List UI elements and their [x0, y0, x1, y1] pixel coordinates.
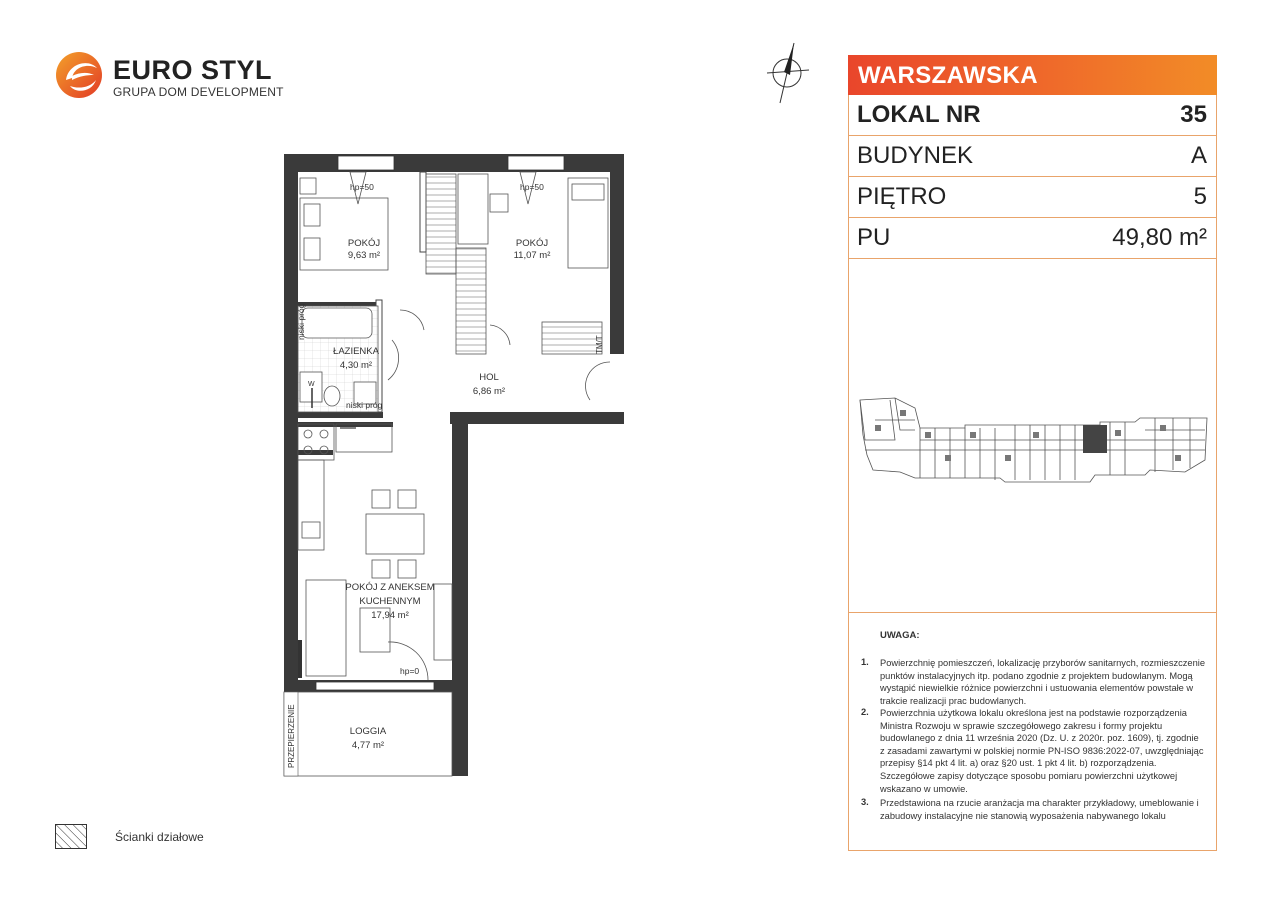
room-name: LOGGIA: [349, 726, 387, 737]
w-label: W: [308, 381, 315, 388]
room-name: POKÓJ: [515, 238, 549, 249]
legend-label: Ścianki działowe: [115, 830, 204, 844]
row-pietro-label: PIĘTRO: [857, 183, 947, 210]
floor-plan: [280, 150, 640, 780]
notes-title: UWAGA:: [880, 630, 920, 641]
note-text: Powierzchnia użytkowa lokalu określona jest na podstawie rozporządzenia Ministra Rozwoju w sprawie szczegółowego zakresu i formy projektu budowlanego z dnia 11 września 2020 (Dz. U. z 2020r. poz. 1609), tj. zgodnie z zasadami zawartymi w polskiej normie PN-ISO 9836:2022-07, uwzględniając przepisy §14 pkt 4 lit. a) oraz §20 ust. 1 pkt 4 lit. b) rozporządzenia. Szczegółowe zapisy dotyczące sposobu pomiaru powierzchni użytkowej wskazano w umowie.: [880, 708, 1204, 794]
threshold-label: niski próg: [296, 303, 306, 340]
row-budynek: [848, 136, 1217, 177]
room-name: ŁAZIENKA: [333, 346, 379, 357]
doors: [388, 310, 610, 680]
logo-mark-icon: [54, 50, 106, 102]
investment-name: WARSZAWSKA: [858, 62, 1038, 89]
room-area: 11,07 m²: [513, 250, 551, 261]
row-pu-label: PU: [857, 224, 891, 251]
room-name-line2: KUCHENNYM: [359, 596, 421, 607]
threshold-label: niski próg: [346, 400, 383, 410]
room-area: 17,94 m²: [371, 610, 409, 621]
hp-label: hp=50: [520, 182, 544, 192]
przepierzenie-label: PRZEPIERZENIE: [287, 704, 296, 768]
note-text: Powierzchnię pomieszczeń, lokalizację przyborów sanitarnych, rozmieszczenie punktów instalacyjnych itp. podano zgodnie z projektem budowlanym. Mogą wystąpić niewielkie różnice powierzchni i ustuowania elementów powstałe w trakcie realizacji prac budowlanych.: [880, 658, 1206, 706]
building-location-map: [855, 380, 1210, 490]
room-area: 4,77 m²: [351, 740, 385, 751]
note-number: 2.: [861, 707, 869, 717]
row-lokal-value: 35: [1180, 101, 1207, 128]
radiator: [298, 640, 302, 678]
north-arrow-icon: [757, 40, 819, 106]
row-budynek-label: BUDYNEK: [857, 142, 974, 169]
row-budynek-value: A: [1190, 142, 1207, 169]
brand-subtitle: GRUPA DOM DEVELOPMENT: [113, 85, 284, 99]
highlighted-unit: [1083, 425, 1107, 453]
note-text: Przedstawiona na rzucie aranżacja ma charakter przykładowy, umeblowanie i zabudowy instalacyjne nie stanowią wyposażenia nabywanego lokalu: [880, 798, 1199, 821]
stair-cores: [875, 410, 1181, 461]
room-name: POKÓJ Z ANEKSEM: [345, 582, 435, 593]
kitchen: [298, 424, 392, 550]
room-area: 9,63 m²: [347, 250, 381, 261]
note-number: 3.: [861, 797, 869, 807]
row-pietro: [848, 177, 1217, 218]
room-area: 4,30 m²: [339, 360, 373, 371]
room-name: POKÓJ: [347, 238, 381, 249]
note-number: 1.: [861, 657, 869, 667]
hp-label: hp=50: [350, 182, 374, 192]
row-lokal-label: LOKAL NR: [857, 101, 981, 128]
room-name: HOL: [479, 372, 499, 383]
row-pu-value: 49,80 m²: [1112, 224, 1207, 251]
row-lokal: [848, 95, 1217, 136]
partitions: [376, 172, 426, 412]
row-pu: [848, 218, 1217, 259]
notes-divider: [848, 612, 1217, 613]
hatch-swatch-icon: [55, 824, 87, 849]
tmt-label: TM/T: [595, 335, 604, 354]
bedroom-right-furniture: [426, 174, 608, 354]
room-area: 6,86 m²: [472, 386, 506, 397]
brand-name: EURO STYL: [113, 55, 273, 85]
row-pietro-value: 5: [1193, 183, 1207, 210]
hp-label: hp=0: [400, 666, 420, 676]
